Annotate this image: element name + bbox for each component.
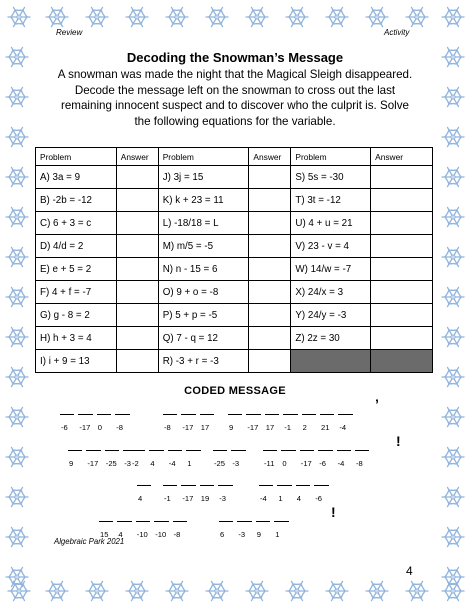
page-number: 4 bbox=[406, 564, 413, 578]
snowflake-icon bbox=[404, 578, 430, 604]
answer-cell[interactable] bbox=[249, 281, 291, 304]
snowflake-icon bbox=[364, 578, 390, 604]
snowflake-icon bbox=[440, 204, 466, 230]
table-row bbox=[36, 327, 433, 350]
problem-cell: C) 6 + 3 = c bbox=[36, 212, 117, 235]
code-number: 1 bbox=[275, 530, 280, 539]
letter-blank[interactable] bbox=[218, 483, 232, 486]
code-number: 9 bbox=[256, 530, 262, 539]
problem-cell: K) k + 23 = 11 bbox=[158, 189, 249, 212]
answer-cell[interactable] bbox=[371, 327, 433, 350]
letter-blank[interactable] bbox=[355, 448, 369, 451]
letter-blank[interactable] bbox=[105, 448, 119, 451]
snowflake-icon bbox=[440, 244, 466, 270]
snowflake-icon bbox=[284, 4, 310, 30]
code-number: 4 bbox=[118, 530, 123, 539]
problem-cell: W) 14/w = -7 bbox=[291, 258, 371, 281]
snowflake-icon bbox=[440, 564, 466, 590]
answer-cell[interactable] bbox=[116, 258, 158, 281]
table-row bbox=[36, 166, 433, 189]
code-number: 6 bbox=[220, 530, 225, 539]
letter-blank[interactable] bbox=[259, 483, 273, 486]
snowflake-icon bbox=[4, 124, 30, 150]
letter-blank[interactable] bbox=[281, 448, 295, 451]
answer-cell[interactable] bbox=[249, 166, 291, 189]
letter-blank[interactable] bbox=[99, 519, 113, 522]
answer-cell[interactable] bbox=[116, 212, 158, 235]
snowflake-icon bbox=[84, 578, 110, 604]
snowflake-icon bbox=[4, 564, 30, 590]
letter-blank[interactable] bbox=[137, 483, 151, 486]
snowflake-icon bbox=[4, 284, 30, 310]
table-row bbox=[36, 258, 433, 281]
problem-cell: X) 24/x = 3 bbox=[291, 281, 371, 304]
answer-cell[interactable] bbox=[249, 350, 291, 373]
code-number: 4 bbox=[150, 459, 155, 468]
letter-blank[interactable] bbox=[181, 483, 195, 486]
letter-blank[interactable] bbox=[296, 483, 310, 486]
problem-cell: P) 5 + p = -5 bbox=[158, 304, 249, 327]
code-number: 17 bbox=[200, 423, 210, 432]
problem-cell: H) h + 3 = 4 bbox=[36, 327, 117, 350]
column-header-problem: Problem bbox=[36, 148, 117, 166]
letter-blank[interactable] bbox=[274, 519, 288, 522]
review-label: Review bbox=[56, 28, 83, 37]
table-row bbox=[36, 212, 433, 235]
table-header-row bbox=[36, 148, 433, 166]
letter-blank[interactable] bbox=[283, 412, 297, 415]
snowflake-icon bbox=[4, 404, 30, 430]
intro-paragraph bbox=[54, 67, 416, 129]
snowflake-icon bbox=[440, 444, 466, 470]
problem-cell: Y) 24/y = -3 bbox=[291, 304, 371, 327]
letter-blank[interactable] bbox=[300, 448, 314, 451]
snowflake-icon bbox=[164, 4, 190, 30]
coded-message-title: CODED MESSAGE bbox=[184, 385, 286, 397]
code-number: 4 bbox=[296, 494, 302, 503]
snowflake-icon bbox=[6, 4, 32, 30]
code-number: -3 bbox=[238, 530, 246, 539]
letter-blank[interactable] bbox=[149, 448, 163, 451]
answer-cell[interactable] bbox=[116, 235, 158, 258]
table-row bbox=[36, 235, 433, 258]
code-number: -17 bbox=[182, 423, 194, 432]
letter-blank[interactable] bbox=[131, 448, 145, 451]
code-number: -4 bbox=[339, 423, 347, 432]
problem-cell: N) n - 15 = 6 bbox=[158, 258, 249, 281]
page-title: Decoding the Snowman’s Message bbox=[126, 50, 344, 65]
code-number: 4 bbox=[138, 494, 143, 503]
problem-cell: V) 23 - v = 4 bbox=[291, 235, 371, 258]
answer-cell[interactable] bbox=[371, 212, 433, 235]
problem-cell: Q) 7 - q = 12 bbox=[158, 327, 249, 350]
letter-blank[interactable] bbox=[302, 412, 316, 415]
answer-cell[interactable] bbox=[371, 235, 433, 258]
problems-table bbox=[35, 147, 433, 373]
letter-blank[interactable] bbox=[163, 483, 177, 486]
code-number: 21 bbox=[321, 423, 330, 432]
letter-blank[interactable] bbox=[256, 519, 270, 522]
code-number: 17 bbox=[265, 423, 275, 432]
code-number: -17 bbox=[300, 459, 312, 468]
answer-cell[interactable] bbox=[371, 258, 433, 281]
answer-cell[interactable] bbox=[371, 189, 433, 212]
table-row bbox=[36, 189, 433, 212]
code-number: 1 bbox=[278, 494, 283, 503]
activity-label: Activity bbox=[384, 28, 410, 37]
column-header-problem: Problem bbox=[291, 148, 371, 166]
code-number: 15 bbox=[100, 530, 109, 539]
code-number: -25 bbox=[105, 459, 117, 468]
code-number: -1 bbox=[284, 423, 291, 432]
snowflake-icon bbox=[124, 578, 150, 604]
letter-blank[interactable] bbox=[68, 448, 82, 451]
snowflake-icon bbox=[164, 578, 190, 604]
snowflake-icon bbox=[440, 284, 466, 310]
answer-cell[interactable] bbox=[116, 281, 158, 304]
letter-blank[interactable] bbox=[228, 412, 242, 415]
letter-blank[interactable] bbox=[338, 412, 352, 415]
problem-cell: M) m/5 = -5 bbox=[158, 235, 249, 258]
problem-cell: L) -18/18 = L bbox=[158, 212, 249, 235]
answer-cell[interactable] bbox=[249, 304, 291, 327]
intro-line: the following equations for the variable. bbox=[134, 114, 336, 128]
code-number: -4 bbox=[337, 459, 345, 468]
snowflake-icon bbox=[4, 84, 30, 110]
letter-blank[interactable] bbox=[154, 519, 168, 522]
column-header-answer: Answer bbox=[371, 148, 433, 166]
problem-cell: E) e + 5 = 2 bbox=[36, 258, 117, 281]
column-header-problem: Problem bbox=[158, 148, 249, 166]
letter-blank[interactable] bbox=[246, 412, 260, 415]
problem-cell: R) -3 + r = -3 bbox=[158, 350, 249, 373]
letter-blank[interactable] bbox=[231, 448, 245, 451]
snowflake-icon bbox=[124, 4, 150, 30]
letter-blank[interactable] bbox=[186, 448, 200, 451]
answer-cell[interactable] bbox=[249, 212, 291, 235]
code-number: -8 bbox=[116, 423, 123, 432]
letter-blank[interactable] bbox=[181, 412, 195, 415]
punctuation-mark: ! bbox=[331, 504, 336, 520]
letter-blank[interactable] bbox=[265, 412, 279, 415]
code-number: 9 bbox=[229, 423, 234, 432]
code-number: -17 bbox=[247, 423, 259, 432]
answer-cell[interactable] bbox=[371, 281, 433, 304]
snowflake-icon bbox=[44, 578, 70, 604]
problem-cell: U) 4 + u = 21 bbox=[291, 212, 371, 235]
code-number: -17 bbox=[87, 459, 99, 468]
code-number: 0 bbox=[282, 459, 287, 468]
letter-blank[interactable] bbox=[200, 412, 214, 415]
problem-cell: B) -2b = -12 bbox=[36, 189, 117, 212]
code-number: -6 bbox=[319, 459, 326, 468]
code-number: -6 bbox=[315, 494, 322, 503]
letter-blank[interactable] bbox=[163, 412, 177, 415]
code-number: -8 bbox=[164, 423, 171, 432]
letter-blank[interactable] bbox=[200, 483, 214, 486]
answer-cell[interactable] bbox=[116, 304, 158, 327]
column-header-answer: Answer bbox=[249, 148, 291, 166]
intro-line: remaining innocent suspect and to discover who the culprit is. Solve bbox=[61, 99, 409, 112]
letter-blank[interactable] bbox=[173, 519, 187, 522]
answer-cell[interactable] bbox=[116, 350, 158, 373]
answer-cell[interactable] bbox=[371, 166, 433, 189]
letter-blank[interactable] bbox=[60, 412, 74, 415]
punctuation-mark: ! bbox=[396, 433, 401, 449]
snowflake-icon bbox=[440, 124, 466, 150]
snowflake-icon bbox=[4, 244, 30, 270]
letter-blank[interactable] bbox=[117, 519, 131, 522]
punctuation-mark: ’ bbox=[375, 396, 379, 412]
answer-cell[interactable] bbox=[249, 235, 291, 258]
snowflake-icon bbox=[440, 524, 466, 550]
snowflake-icon bbox=[440, 4, 466, 30]
answer-cell[interactable] bbox=[116, 189, 158, 212]
snowflake-icon bbox=[324, 4, 350, 30]
letter-blank[interactable] bbox=[78, 412, 92, 415]
snowflake-icon bbox=[440, 324, 466, 350]
letter-blank[interactable] bbox=[318, 448, 332, 451]
answer-cell[interactable] bbox=[249, 327, 291, 350]
snowflake-icon bbox=[284, 578, 310, 604]
shaded-cell bbox=[291, 350, 371, 373]
letter-blank[interactable] bbox=[337, 448, 351, 451]
code-number: -3 bbox=[124, 459, 131, 468]
shaded-cell bbox=[371, 350, 433, 373]
letter-blank[interactable] bbox=[219, 519, 233, 522]
table-row bbox=[36, 304, 433, 327]
answer-cell[interactable] bbox=[371, 304, 433, 327]
snowflake-icon bbox=[4, 164, 30, 190]
code-number: -4 bbox=[260, 494, 267, 503]
letter-blank[interactable] bbox=[277, 483, 291, 486]
problem-cell: J) 3j = 15 bbox=[158, 166, 249, 189]
answer-cell[interactable] bbox=[116, 166, 158, 189]
snowflake-icon bbox=[4, 324, 30, 350]
code-number: -3 bbox=[219, 494, 226, 503]
snowflake-icon bbox=[440, 84, 466, 110]
problem-cell: S) 5s = -30 bbox=[291, 166, 371, 189]
code-number: 19 bbox=[200, 494, 210, 503]
code-number: 0 bbox=[97, 423, 103, 432]
code-number: -17 bbox=[79, 423, 91, 432]
code-number: 9 bbox=[69, 459, 74, 468]
problem-cell: D) 4/d = 2 bbox=[36, 235, 117, 258]
letter-blank[interactable] bbox=[136, 519, 150, 522]
snowflake-icon bbox=[4, 484, 30, 510]
table-row bbox=[36, 281, 433, 304]
code-number: -2 bbox=[132, 459, 139, 468]
problem-cell: T) 3t = -12 bbox=[291, 189, 371, 212]
snowflake-icon bbox=[440, 484, 466, 510]
snowflake-icon bbox=[404, 4, 430, 30]
problem-cell: Z) 2z = 30 bbox=[291, 327, 371, 350]
snowflake-icon bbox=[84, 4, 110, 30]
problem-cell: A) 3a = 9 bbox=[36, 166, 117, 189]
letter-blank[interactable] bbox=[237, 519, 251, 522]
letter-blank[interactable] bbox=[97, 412, 111, 415]
code-number: -10 bbox=[155, 530, 167, 539]
code-number: -8 bbox=[356, 459, 363, 468]
problem-cell: G) g - 8 = 2 bbox=[36, 304, 117, 327]
letter-blank[interactable] bbox=[168, 448, 182, 451]
letter-blank[interactable] bbox=[86, 448, 100, 451]
snowflake-icon bbox=[324, 578, 350, 604]
snowflake-icon bbox=[244, 4, 270, 30]
intro-line: Decode the message left on the snowman to cross out the last bbox=[74, 83, 396, 97]
code-number: -3 bbox=[232, 459, 240, 468]
answer-cell[interactable] bbox=[249, 189, 291, 212]
code-number: -6 bbox=[61, 423, 68, 432]
letter-blank[interactable] bbox=[115, 412, 129, 415]
snowflake-icon bbox=[204, 4, 230, 30]
problem-cell: I) i + 9 = 13 bbox=[36, 350, 117, 373]
snowflake-icon bbox=[440, 164, 466, 190]
code-number: 1 bbox=[187, 459, 192, 468]
problem-cell: F) 4 + f = -7 bbox=[36, 281, 117, 304]
snowflake-icon bbox=[4, 204, 30, 230]
letter-blank[interactable] bbox=[213, 448, 227, 451]
code-number: 2 bbox=[302, 423, 307, 432]
column-header-answer: Answer bbox=[116, 148, 158, 166]
code-number: -1 bbox=[164, 494, 171, 503]
answer-cell[interactable] bbox=[249, 258, 291, 281]
snowflake-icon bbox=[44, 4, 70, 30]
footer-credit: Algebraic Park 2021 bbox=[54, 537, 125, 546]
code-number: -4 bbox=[168, 459, 176, 468]
snowflake-icon bbox=[204, 578, 230, 604]
letter-blank[interactable] bbox=[314, 483, 328, 486]
code-number: -17 bbox=[182, 494, 194, 503]
snowflake-icon bbox=[4, 444, 30, 470]
code-number: -10 bbox=[136, 530, 148, 539]
intro-line: A snowman was made the night that the Magical Sleigh disappeared. bbox=[57, 68, 413, 81]
problem-cell: O) 9 + o = -8 bbox=[158, 281, 249, 304]
answer-cell[interactable] bbox=[116, 327, 158, 350]
snowflake-icon bbox=[364, 4, 390, 30]
letter-blank[interactable] bbox=[320, 412, 334, 415]
snowflake-icon bbox=[4, 524, 30, 550]
letter-blank[interactable] bbox=[263, 448, 277, 451]
code-number: -25 bbox=[214, 459, 225, 468]
code-number: -8 bbox=[173, 530, 181, 539]
table-row bbox=[36, 350, 433, 373]
snowflake-icon bbox=[244, 578, 270, 604]
code-number: -11 bbox=[264, 459, 275, 468]
snowflake-icon bbox=[440, 404, 466, 430]
